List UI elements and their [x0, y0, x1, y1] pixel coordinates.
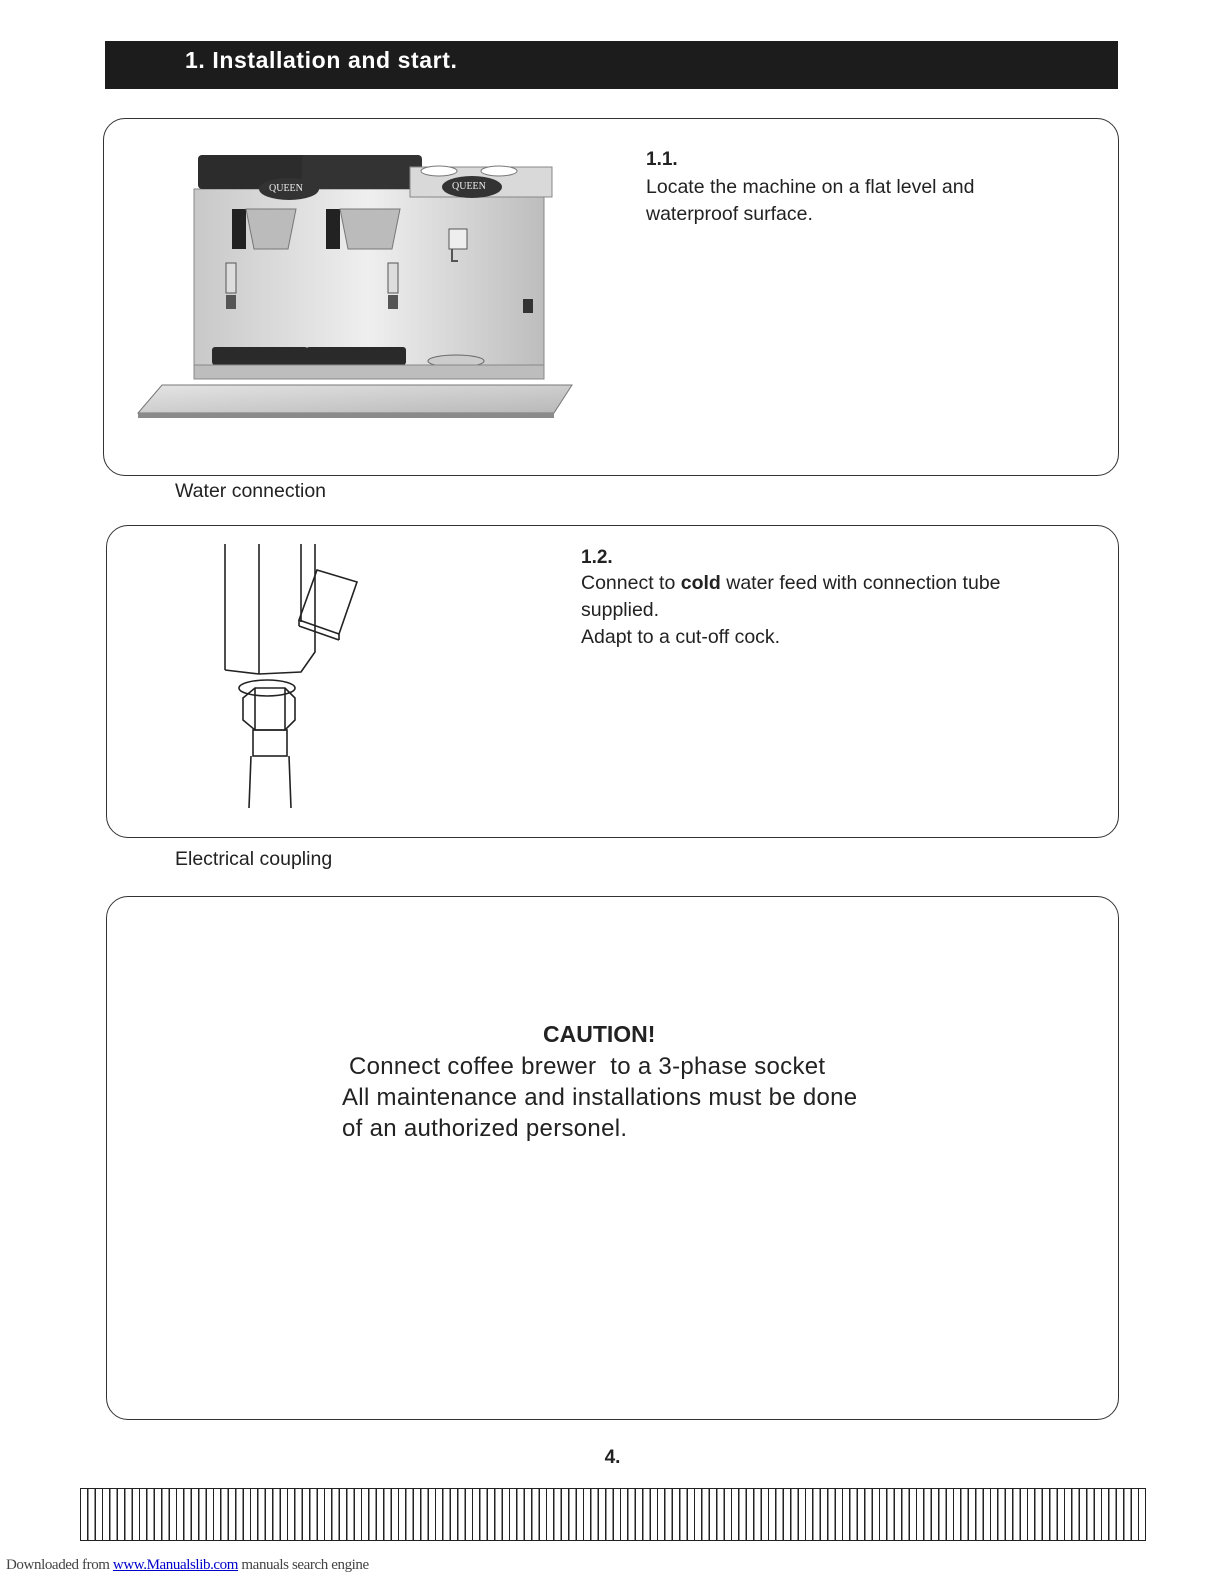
step-1-text	[646, 174, 974, 228]
step-2-text	[581, 570, 1001, 651]
step-1-text-line-1: Locate the machine on a flat level and	[646, 176, 975, 198]
decorative-stripe-bar	[80, 1488, 1146, 1541]
electrical-coupling-caption: Electrical coupling	[175, 848, 333, 870]
water-connection-illustration	[207, 542, 377, 812]
machine-logo-text-left: QUEEN	[269, 183, 303, 194]
section-header-bar	[105, 41, 1118, 89]
caution-line-1: Connect coffee brewer to a 3-phase socket	[342, 1053, 826, 1080]
manualslib-link[interactable]: www.Manualslib.com	[112, 1557, 239, 1573]
caution-title: CAUTION!	[543, 1021, 656, 1047]
section-title: 1. Installation and start.	[185, 47, 458, 73]
machine-logo-text-right: QUEEN	[452, 181, 486, 192]
coffee-machine-illustration	[134, 145, 589, 430]
step-2-line-3: Adapt to a cut-off cock.	[581, 626, 781, 648]
step-2-bold-word: cold	[680, 572, 721, 594]
footer-prefix: Downloaded from	[6, 1557, 113, 1573]
step-2-line-1-after: water feed with connection tube	[720, 572, 1001, 594]
step-2-line-2: supplied.	[581, 599, 660, 621]
caution-line-3: of an authorized personel.	[342, 1115, 628, 1142]
step-2-box	[106, 525, 1119, 838]
step-2-number: 1.2.	[581, 547, 613, 568]
footer	[6, 1557, 369, 1574]
page-number: 4.	[604, 1447, 621, 1468]
step-2-line-1-before: Connect to	[581, 572, 681, 594]
step-2-line-1	[581, 570, 1001, 597]
water-connection-caption: Water connection	[175, 480, 327, 502]
caution-body	[342, 1051, 857, 1144]
caution-box	[106, 896, 1119, 1420]
step-1-text-line-2: waterproof surface.	[646, 203, 813, 225]
step-1-number: 1.1.	[646, 149, 678, 170]
footer-suffix: manuals search engine	[238, 1557, 369, 1573]
caution-line-2: All maintenance and installations must be done	[342, 1084, 858, 1111]
step-1-box	[103, 118, 1119, 476]
